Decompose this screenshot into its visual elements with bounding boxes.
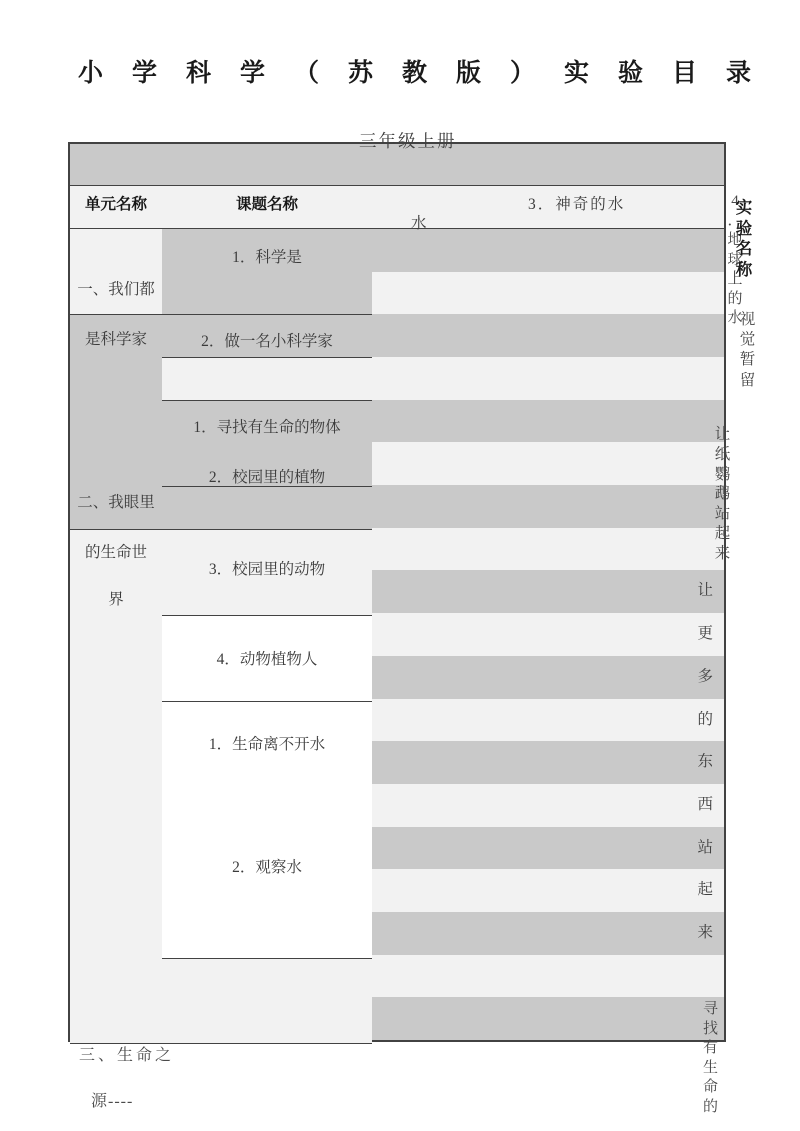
table-cell (372, 997, 577, 1041)
middle-column-a (372, 144, 577, 1040)
table-cell (577, 827, 662, 871)
table-cell (577, 955, 662, 999)
experiment-char-cell: 的 (662, 699, 724, 743)
table-cell (162, 144, 372, 186)
topic-name-column (162, 144, 372, 1040)
experiment-paper-parrot: 让纸鹦鹉站起来 (714, 426, 731, 562)
table-cell (372, 784, 577, 828)
topic-science-is: 1．科学是 (232, 249, 302, 266)
table-cell (577, 442, 662, 486)
col-header-experiment: 实验名称 (735, 198, 753, 279)
table-cell (162, 959, 372, 1044)
table-cell (577, 741, 662, 785)
table-cell (577, 912, 662, 956)
table-cell (662, 357, 724, 401)
col-header-unit: 单元名称 (84, 196, 147, 213)
topic-magic-water: 3．神奇的水 (528, 196, 626, 213)
table-cell (577, 357, 662, 401)
table-cell (577, 314, 662, 358)
topic-life-needs-water: 1．生命离不开水 (208, 736, 326, 753)
experiment-vision-persistence: 视觉暂留 (739, 311, 756, 389)
volume-subtitle: 三年级上册 (359, 131, 457, 151)
table-cell (577, 613, 662, 657)
table-cell (662, 229, 724, 273)
table-cell (372, 827, 577, 871)
table-cell (372, 400, 577, 444)
unit3-fragment-2: 源---- (91, 1093, 134, 1110)
table-cell (662, 314, 724, 358)
page-title: 小学科学（苏教版）实验目录 (78, 60, 781, 87)
unit2-fragment-2: 的生命世 (84, 544, 147, 561)
experiment-find-living: 寻找有生命的 (702, 1001, 718, 1115)
table-cell (577, 784, 662, 828)
unit2-fragment-3: 界 (108, 591, 124, 608)
table-cell (372, 485, 577, 529)
topic-wrapped-water-char: 水 (411, 215, 427, 232)
topic-campus-animals: 3．校园里的动物 (208, 561, 326, 578)
table-cell (577, 997, 662, 1041)
unit4-vertical-overflow: 4．地球上的水 (727, 193, 743, 326)
unit3-fragment-1: 三、生命之 (79, 1047, 175, 1064)
table-cell (662, 144, 724, 186)
table-cell (577, 699, 662, 743)
unit2-fragment-1: 二、我眼里 (77, 494, 155, 511)
experiment-char-cell: 东 (662, 741, 724, 785)
table-cell (162, 229, 372, 315)
table-cell (662, 186, 724, 229)
table-cell (70, 229, 162, 315)
middle-column-b (577, 144, 662, 1040)
topic-find-living-things: 1．寻找有生命的物体 (193, 419, 341, 436)
experiment-name-column (662, 144, 724, 1040)
experiment-char-cell: 起 (662, 869, 724, 913)
table-cell (372, 656, 577, 700)
table-cell (662, 272, 724, 316)
table-cell (577, 144, 662, 186)
topic-be-a-scientist: 2．做一名小科学家 (201, 333, 333, 350)
table-cell (372, 741, 577, 785)
table-cell (577, 869, 662, 913)
table-cell (372, 955, 577, 999)
table-cell (372, 570, 577, 614)
table-cell (372, 869, 577, 913)
topic-observe-water: 2．观察水 (232, 859, 302, 876)
table-cell (577, 528, 662, 572)
table-cell (70, 144, 162, 186)
col-header-topic: 课题名称 (235, 196, 298, 213)
experiment-char-cell: 站 (662, 827, 724, 871)
table-cell (372, 357, 577, 401)
table-cell (577, 272, 662, 316)
experiment-char-cell: 多 (662, 656, 724, 700)
table-cell (577, 229, 662, 273)
table-cell (162, 358, 372, 401)
table-cell (372, 229, 577, 273)
table-cell (162, 487, 372, 530)
table-cell (662, 955, 724, 999)
experiment-char-cell: 西 (662, 784, 724, 828)
table-cell (372, 912, 577, 956)
table-cell (372, 699, 577, 743)
experiment-char-cell: 更 (662, 613, 724, 657)
unit1-fragment-2: 是科学家 (84, 331, 147, 348)
table-cell (577, 485, 662, 529)
topic-animal-plant-human: 4．动物植物人 (216, 651, 318, 668)
table-cell (577, 400, 662, 444)
table-cell (372, 442, 577, 486)
experiment-char-cell: 让 (662, 570, 724, 614)
table-cell (577, 570, 662, 614)
experiment-char-cell: 来 (662, 912, 724, 956)
topic-campus-plants: 2．校园里的植物 (208, 469, 326, 486)
table-cell (372, 314, 577, 358)
table-cell (577, 656, 662, 700)
table-cell (372, 528, 577, 572)
table-cell (372, 613, 577, 657)
unit1-fragment-1: 一、我们都 (77, 281, 155, 298)
table-cell (372, 272, 577, 316)
